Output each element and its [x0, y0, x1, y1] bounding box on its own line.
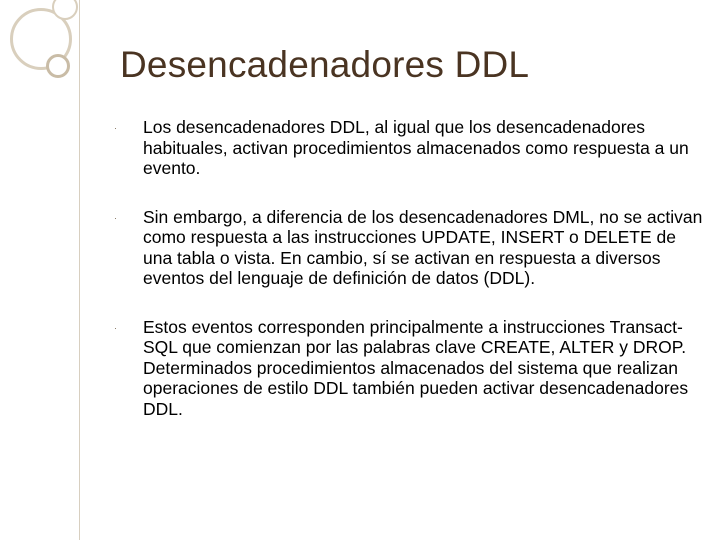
decorative-ring-small-top — [52, 0, 78, 20]
bullet-marker-icon: · — [114, 212, 117, 223]
bullet-text: Los desencadenadores DDL, al igual que los desencadenadores habituales, activan procedimientos almacenados como respuesta a un evento. — [143, 117, 689, 178]
bullet-item — [114, 207, 704, 289]
bullet-item — [114, 117, 704, 179]
bullet-list — [114, 117, 704, 447]
slide-title: Desencadenadores DDL — [120, 44, 530, 85]
bullet-item — [114, 317, 704, 420]
bullet-text: Sin embargo, a diferencia de los desencadenadores DML, no se activan como respuesta a las instrucciones UPDATE, INSERT o DELETE de una tabla o vista. En cambio, sí se activan en respuesta a diversos eventos del lenguaje de definición de datos (DDL). — [143, 206, 703, 288]
bullet-marker-icon: · — [114, 123, 117, 133]
bullet-text: Estos eventos corresponden principalmente a instrucciones Transact-SQL que comienzan por las palabras clave CREATE, ALTER y DROP. Determinados procedimientos almacenados del sistema que realizan operaciones de estilo DDL también pueden activar desencadenadores DDL. — [143, 316, 689, 419]
decorative-ring-small-bottom — [46, 54, 70, 78]
margin-line — [79, 0, 80, 540]
bullet-marker-icon: · — [114, 322, 117, 333]
